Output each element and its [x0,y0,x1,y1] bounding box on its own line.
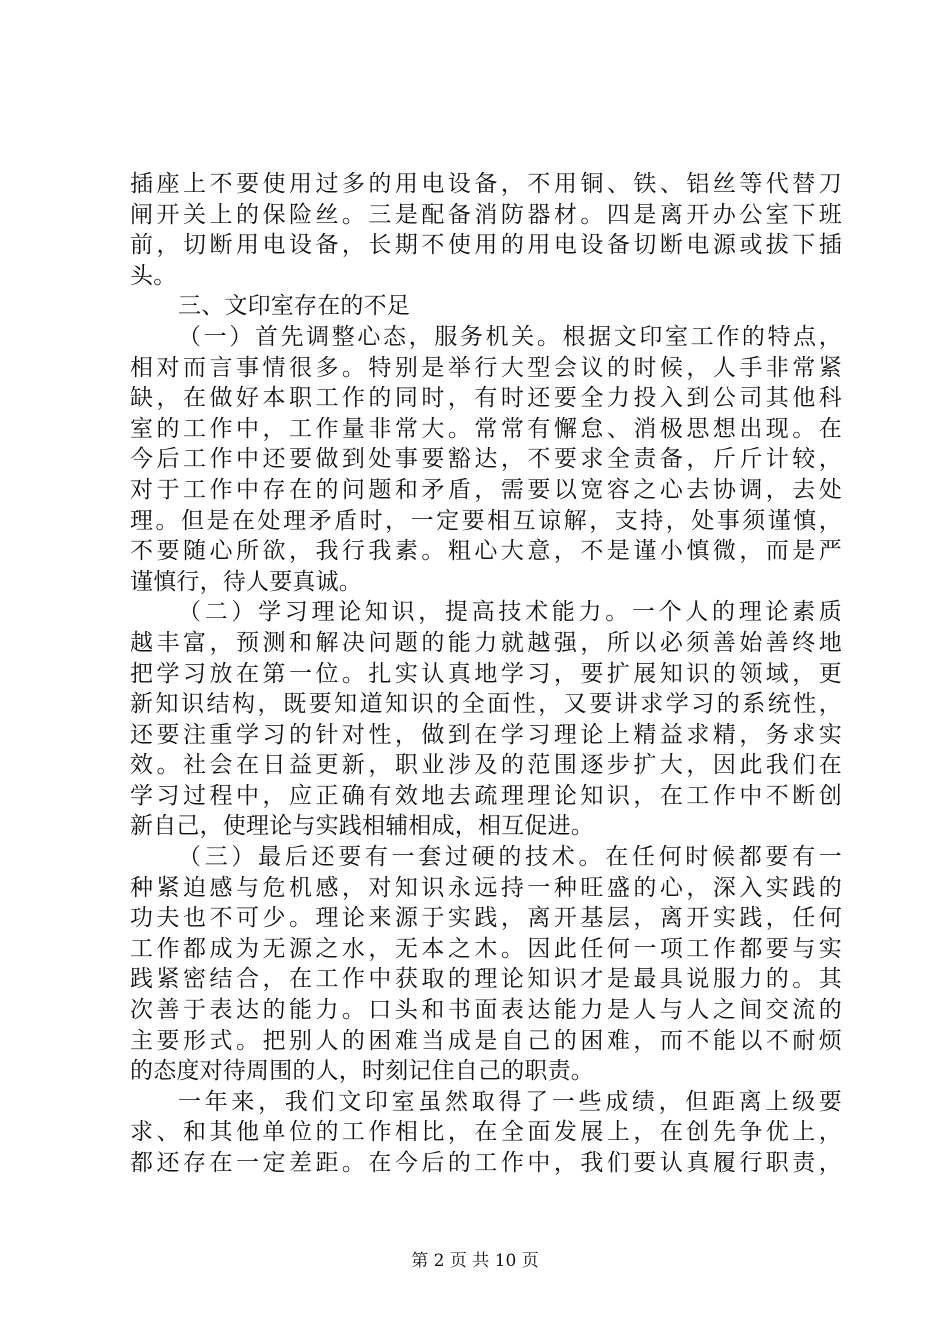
paragraph-first-line: （三）最后还要有一套过硬的技术。在任何时候都要有一 [178,844,842,871]
text-line: 功夫也不可少。理论来源于实践，离开基层，离开实践，任何 [130,905,842,932]
text-line: 学习过程中，应正确有效地去疏理理论知识，在工作中不断创 [130,782,842,809]
text-line: 新自己，使理论与实践相辅相成，相互促进。 [130,813,594,840]
text-line: 工作都成为无源之水，无本之木。因此任何一项工作都要与实 [130,935,842,962]
text-line: 对于工作中存在的问题和矛盾，需要以宽容之心去协调，去处 [130,476,842,503]
text-line: 今后工作中还要做到处事要豁达，不要求全责备，斤斤计较， [130,446,842,473]
paragraph-first-line: 一年来，我们文印室虽然取得了一些成绩，但距离上级要 [178,1088,842,1115]
text-line: 前，切断用电设备，长期不使用的用电设备切断电源或拔下插 [130,232,842,259]
text-line: 相对而言事情很多。特别是举行大型会议的时候，人手非常紧 [130,354,842,381]
text-line: 插座上不要使用过多的用电设备，不用铜、铁、铝丝等代替刀 [130,171,842,197]
text-line: 头。 [130,262,177,289]
section-heading: 三、文印室存在的不足 [178,293,410,320]
text-line: 缺，在做好本职工作的同时，有时还要全力投入到公司其他科 [130,385,842,412]
text-line: 效。社会在日益更新，职业涉及的范围逐步扩大，因此我们在 [130,752,842,779]
paragraph-first-line: （一）首先调整心态，服务机关。根据文印室工作的特点， [178,323,842,350]
text-line: 践紧密结合，在工作中获取的理论知识才是最具说服力的。其 [130,966,842,993]
text-line: 理。但是在处理矛盾时，一定要相互谅解，支持，处事须谨慎， [130,507,842,534]
text-line: 越丰富，预测和解决问题的能力就越强，所以必须善始善终地 [130,629,842,656]
text-line: 还要注重学习的针对性，做到在学习理论上精益求精，务求实 [130,721,842,748]
text-line: 把学习放在第一位。扎实认真地学习，要扩展知识的领域，更 [130,660,842,687]
document-body [130,169,842,1179]
page-number-footer: 第 2 页 共 10 页 [411,1251,539,1271]
text-line: 新知识结构，既要知道知识的全面性，又要讲求学习的系统性， [130,691,842,718]
text-line: 室的工作中，工作量非常大。常常有懈怠、消极思想出现。在 [130,415,842,442]
paragraph-first-line: （二）学习理论知识，提高技术能力。一个人的理论素质 [178,599,842,626]
text-line: 闸开关上的保险丝。三是配备消防器材。四是离开办公室下班 [130,201,842,228]
text-line: 谨慎行，待人要真诚。 [130,568,362,595]
text-line: 不要随心所欲，我行我素。粗心大意，不是谨小慎微，而是严 [130,538,842,565]
text-line: 都还存在一定差距。在今后的工作中，我们要认真履行职责， [130,1150,842,1176]
text-line: 次善于表达的能力。口头和书面表达能力是人与人之间交流的 [130,997,842,1024]
text-line: 主要形式。把别人的困难当成是自己的困难，而不能以不耐烦 [130,1027,842,1054]
text-line: 求、和其他单位的工作相比，在全面发展上，在创先争优上， [130,1119,842,1146]
text-line: 的态度对待周围的人，时刻记住自己的职责。 [130,1058,594,1085]
text-line: 种紧迫感与危机感，对知识永远持一种旺盛的心，深入实践的 [130,874,842,901]
